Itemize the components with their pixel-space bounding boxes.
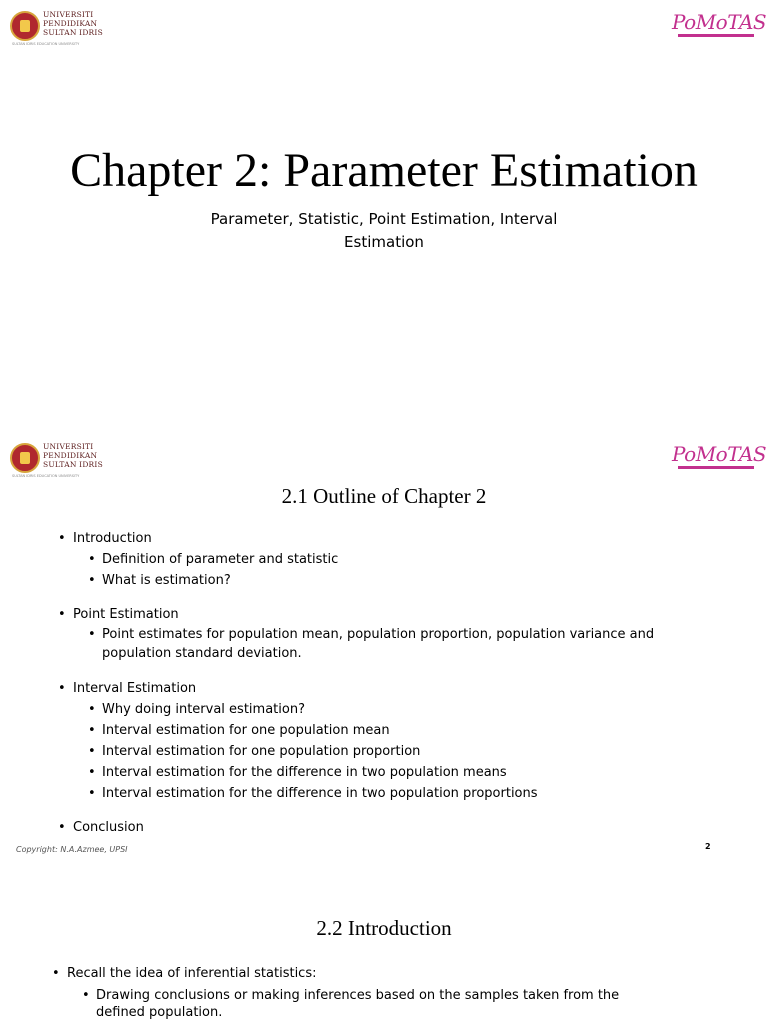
title-slide [0, 0, 768, 430]
intro-subitem: • Drawing conclusions or making inferences based on the samples taken from the defined population. [67, 984, 672, 1021]
pomotas-logo-text: PoMoTAS [672, 10, 767, 34]
pomotas-logo [672, 10, 767, 40]
outline-slide [0, 432, 768, 862]
outline-item [58, 528, 698, 591]
outline-item [58, 604, 698, 665]
outline-subitem: • Interval estimation for the difference in two population proportions [73, 783, 698, 804]
outline-item [58, 817, 698, 838]
page-title: Chapter 2: Parameter Estimation [70, 144, 698, 197]
outline-subitem: • Interval estimation for one population mean [73, 720, 698, 741]
outline-item-label: Point Estimation [73, 607, 179, 622]
outline-subitem: • Why doing interval estimation? [73, 699, 698, 720]
intro-item-label: Recall the idea of inferential statistics: [67, 966, 317, 981]
outline-subitem: • Interval estimation for the difference in two population means [73, 762, 698, 783]
upsi-logo [10, 8, 102, 48]
outline-item [58, 678, 698, 804]
upsi-logo-tagline: SULTAN IDRIS EDUCATION UNIVERSITY [12, 42, 80, 46]
slide-heading: 2.1 Outline of Chapter 2 [281, 484, 487, 508]
outline-item-label: Interval Estimation [73, 681, 197, 696]
upsi-crest-icon [10, 443, 40, 473]
slide-heading: 2.2 Introduction [316, 916, 452, 940]
outline-subitem: • Definition of parameter and statistic [73, 549, 698, 570]
pomotas-logo-text: PoMoTAS [672, 442, 767, 466]
pomotas-logo-bar [678, 466, 754, 469]
outline-list [58, 528, 698, 838]
upsi-logo-tagline: SULTAN IDRIS EDUCATION UNIVERSITY [12, 474, 80, 478]
intro-item [52, 964, 672, 1021]
upsi-logo-text: UNIVERSITI PENDIDIKAN SULTAN IDRIS [43, 442, 103, 469]
upsi-logo-text: UNIVERSITI PENDIDIKAN SULTAN IDRIS [43, 10, 103, 37]
upsi-logo [10, 440, 102, 480]
outline-subitem: • Interval estimation for one population proportion [73, 741, 698, 762]
outline-item-label: Conclusion [73, 820, 144, 835]
outline-item-label: Introduction [73, 531, 152, 546]
slide-number: 2 [705, 842, 711, 851]
pomotas-logo-bar [678, 34, 754, 37]
page-subtitle: Parameter, Statistic, Point Estimation, Interval Estimation [210, 210, 558, 251]
pomotas-logo [672, 442, 767, 472]
upsi-crest-icon [10, 11, 40, 41]
introduction-slide [0, 864, 768, 1024]
outline-subitem: • Point estimates for population mean, population proportion, population variance and population standard deviation. [73, 625, 698, 665]
intro-list [52, 964, 672, 1021]
outline-subitem: • What is estimation? [73, 570, 698, 591]
copyright-text: Copyright: N.A.Azmee, UPSI [16, 845, 128, 854]
